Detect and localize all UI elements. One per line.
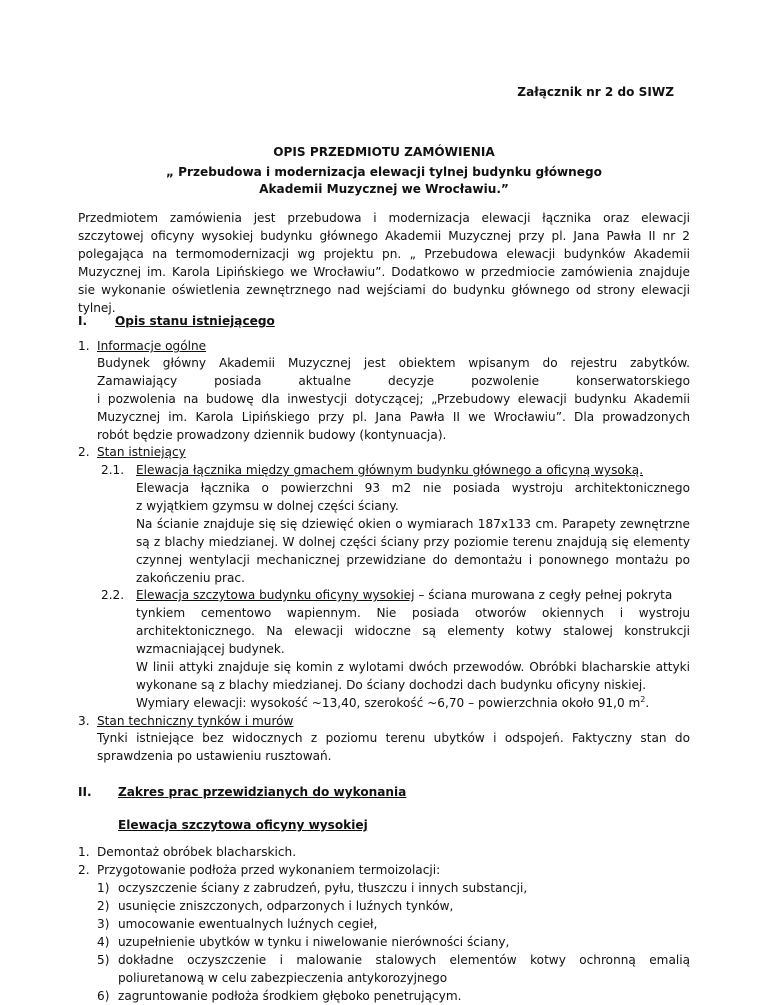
period: . (645, 696, 650, 710)
step-text: uzupełnienie ubytków w tynku i niwelowanie nierówności ściany, (118, 935, 510, 949)
gable-line: wzmacniającej budynek. (136, 642, 285, 656)
item-number: 1. (78, 845, 90, 859)
gable-dimensions (136, 694, 649, 712)
general-info-line: Budynek główny Akademii Muzycznej jest obiektem wpisanym do rejestru zabytków. (97, 356, 690, 370)
section-1-number: I. (78, 314, 88, 328)
step-text: oczyszczenie ściany z zabrudzeń, pyłu, tłuszczu i innych substancji, (118, 881, 528, 895)
step-number: 5) (97, 953, 110, 967)
connector-line: Na ścianie znajduje się się dziewięć okien o wymiarach 187x133 cm. Parapety zewnętrzne (136, 517, 690, 531)
intro-line: tylnej. (78, 301, 116, 315)
step-text-continued: poliuretanową w celu zabezpieczenia antykorozyjnego (118, 971, 448, 985)
section-1-heading: Opis stanu istniejącego (115, 314, 275, 328)
connector-line: czynnej wentylacji mechanicznej przewidziane do demontażu i ponownego montażu po (136, 553, 690, 567)
step-number: 2) (97, 899, 110, 913)
step-text: usunięcie zniszczonych, odparzonych i luźnych tynków, (118, 899, 454, 913)
gable-line: wykonane są z blachy miedzianej. Do ściany dochodzi dach budynku oficyny niskiej. (136, 678, 647, 692)
gable-line: architektonicznego. Na elewacji widoczne są elementy kotwy stalowej konstrukcji (136, 624, 690, 638)
work-item-2: Przygotowanie podłoża przed wykonaniem termoizolacji: (97, 863, 441, 877)
gable-line: tynkiem cementowo wapiennym. Nie posiada otworów okiennych i wystroju (136, 606, 690, 620)
subitem-title-gable: Elewacja szczytowa budynku oficyny wysokiej (136, 588, 415, 602)
item-title-technical-state: Stan techniczny tynków i murów (97, 714, 294, 728)
item-number: 2. (78, 445, 90, 459)
connector-line: z wyjątkiem gzymsu w dolnej części ściany. (136, 499, 399, 513)
item-number: 3. (78, 714, 90, 728)
step-text: umocowanie ewentualnych luźnych cegieł, (118, 917, 378, 931)
subtitle-line-1: „ Przebudowa i modernizacja elewacji tylnej budynku głównego (166, 165, 602, 179)
section-2-number: II. (78, 785, 92, 799)
step-number: 4) (97, 935, 110, 949)
step-text: dokładne oczyszczenie i malowanie stalowych elementów kotwy ochronną emalią (118, 953, 690, 967)
gable-first-line (136, 586, 690, 604)
step-number: 6) (97, 989, 110, 1003)
general-info-line: Zamawiający posiada aktualne decyzje pozwolenie konserwatorskiego (97, 374, 690, 388)
item-number: 1. (78, 339, 90, 353)
general-info-line: Muzycznej im. Karola Lipińskiego przy pl. Jana Pawła II we Wrocławiu”. Dla prowadzonych (97, 410, 690, 424)
technical-state-line: Tynki istniejące bez widocznych z poziomu terenu ubytków i odspojeń. Faktyczny stan do (97, 731, 690, 745)
subitem-number: 2.2. (101, 588, 125, 602)
step-number: 3) (97, 917, 110, 931)
step-number: 1) (97, 881, 110, 895)
intro-line: szczytowej oficyny wysokiej budynku głównego Akademii Muzycznej przy pl. Jana Pawła II nr 2 (78, 229, 690, 243)
gable-line: W linii attyki znajduje się komin z wylotami dwóch przewodów. Obróbki blacharskie attyki (136, 660, 690, 674)
intro-line: polegająca na termomodernizacji wg projektu pn. „ Przebudowa elewacji budynków Akademii (78, 247, 690, 261)
gable-first-line-rest: – ściana murowana z cegły pełnej pokryta (414, 588, 673, 602)
section-2-subheading: Elewacja szczytowa oficyny wysokiej (118, 818, 368, 832)
general-info-line: i pozwolenia na budowę dla inwestycji dotyczącej; „Przebudowy elewacji budynku Akademii (97, 392, 690, 406)
connector-line: zakończeniu prac. (136, 571, 245, 585)
gable-dimensions-text: Wymiary elewacji: wysokość ~13,40, szerokość ~6,70 – powierzchnia około 91,0 m (136, 696, 641, 710)
superscript-2: 2 (640, 694, 646, 704)
item-title-current-state: Stan istniejący (97, 445, 186, 459)
subitem-title-connector: Elewacja łącznika między gmachem głównym budynku głównego a oficyną wysoką. (136, 463, 644, 477)
connector-line: Elewacja łącznika o powierzchni 93 m2 nie posiada wystroju architektonicznego (136, 481, 690, 495)
section-2-heading: Zakres prac przewidzianych do wykonania (118, 785, 407, 799)
page-title: OPIS PRZEDMIOTU ZAMÓWIENIA (273, 145, 495, 159)
subitem-number: 2.1. (101, 463, 125, 477)
intro-line: Przedmiotem zamówienia jest przebudowa i modernizacja elewacji łącznika oraz elewacji (78, 211, 690, 225)
connector-line: są z blachy miedzianej. W dolnej części ściany przy poziomie terenu znajdują się elementy (136, 535, 690, 549)
intro-line: Muzycznej im. Karola Lipińskiego we Wrocławiu”. Dodatkowo w przedmiocie zamówienia znajduje (78, 265, 690, 279)
item-title-general-info: Informacje ogólne (97, 339, 207, 353)
general-info-line: robót będzie prowadzony dziennik budowy (kontynuacja). (97, 428, 447, 442)
subtitle-line-2: Akademii Muzycznej we Wrocławiu.” (259, 182, 509, 196)
technical-state-line: sprawdzenia po ustawieniu rusztowań. (97, 749, 332, 763)
work-item-1: Demontaż obróbek blacharskich. (97, 845, 297, 859)
item-number: 2. (78, 863, 90, 877)
attachment-label: Załącznik nr 2 do SIWZ (517, 85, 674, 99)
intro-line: sie wykonanie oświetlenia zewnętrznego nad wejściami do budynku głównego od strony elewacji (78, 283, 690, 297)
step-text: zagruntowanie podłoża środkiem głęboko penetrującym. (118, 989, 462, 1003)
